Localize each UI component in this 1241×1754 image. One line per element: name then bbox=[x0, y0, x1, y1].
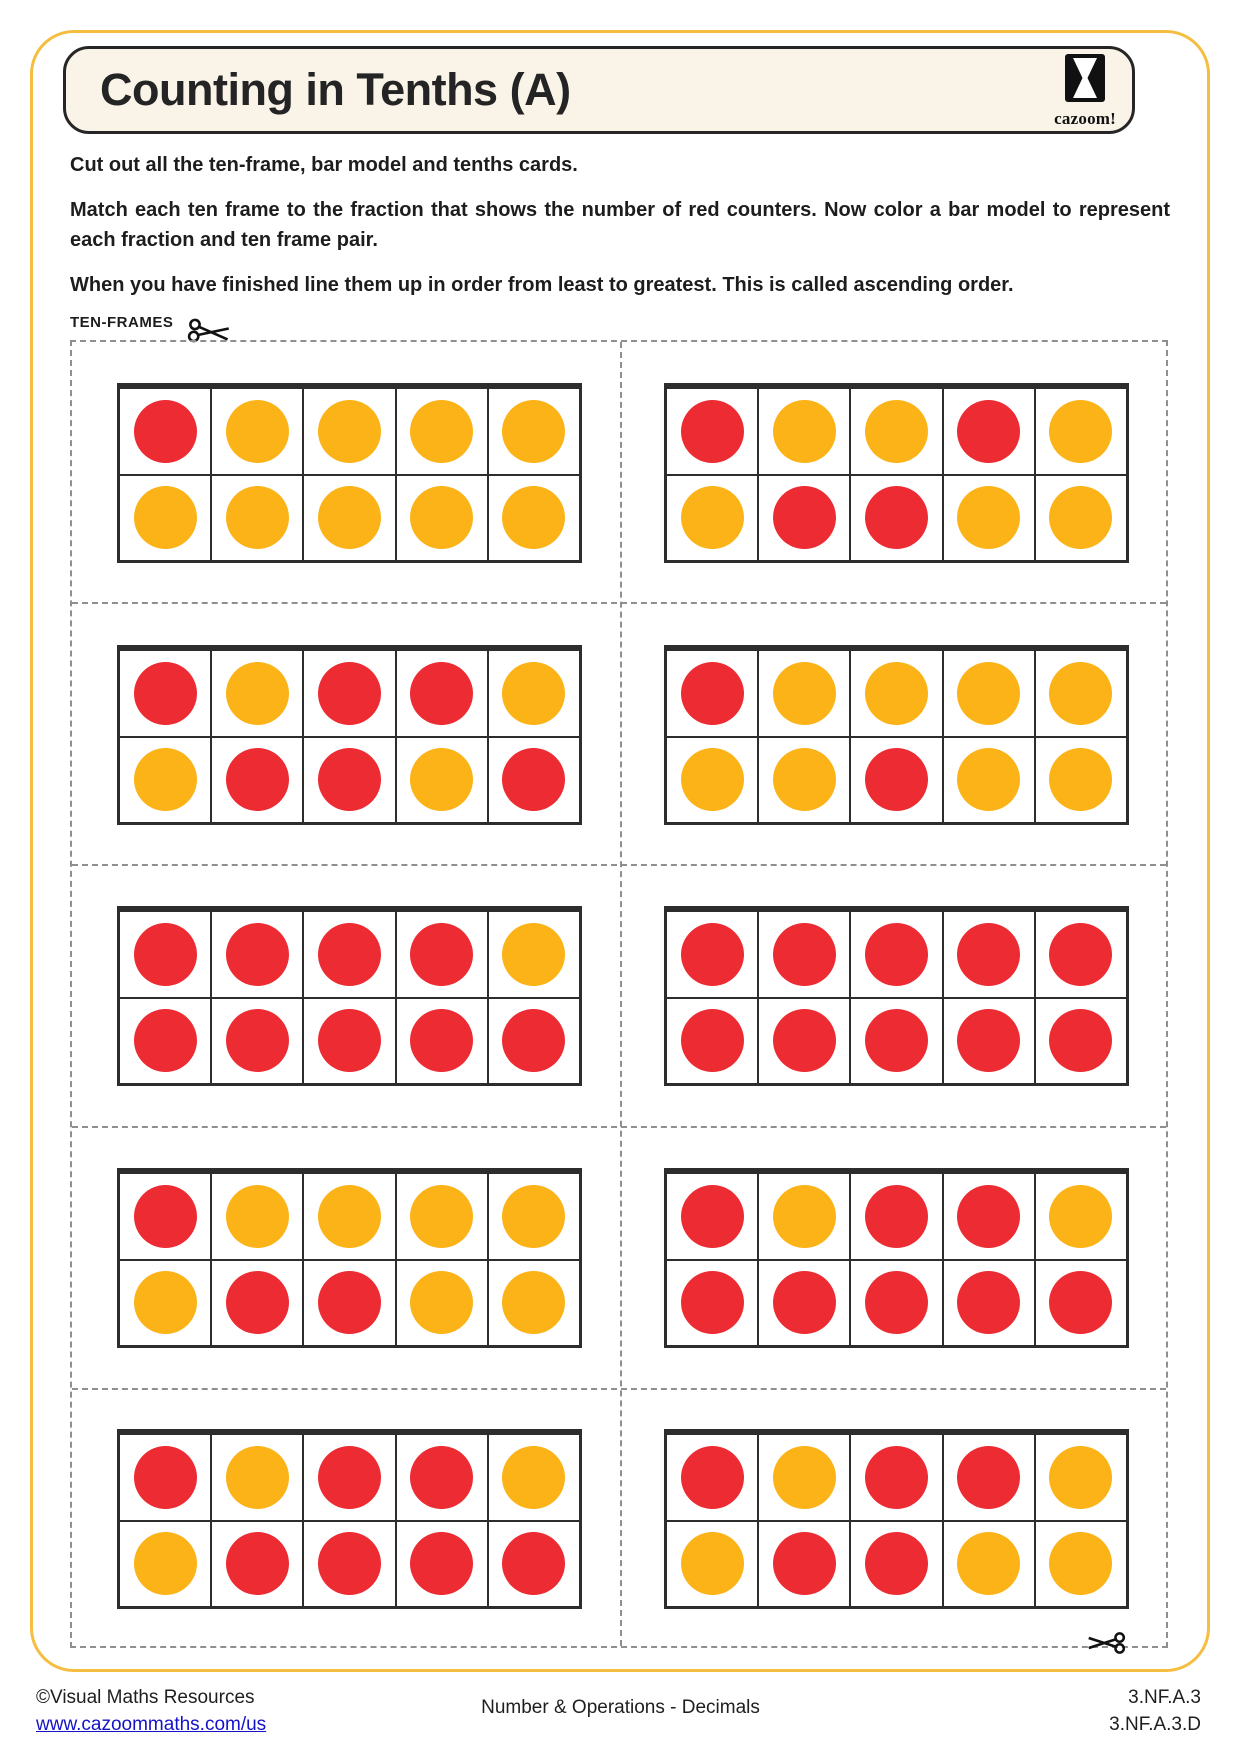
ten-frame-cell bbox=[119, 475, 211, 562]
counter-red bbox=[134, 1446, 197, 1509]
ten-frame-cell bbox=[396, 388, 488, 475]
ten-frame-cell bbox=[488, 475, 580, 562]
cut-line-horizontal bbox=[72, 1126, 1166, 1128]
ten-frame-cell bbox=[119, 388, 211, 475]
counter-yellow bbox=[502, 1446, 565, 1509]
ten-frame-cell bbox=[758, 1173, 850, 1260]
ten-frame-cell bbox=[1035, 1434, 1127, 1521]
ten-frame-cell bbox=[758, 1521, 850, 1608]
counter-yellow bbox=[1049, 400, 1112, 463]
counter-yellow bbox=[957, 1532, 1020, 1595]
counter-red bbox=[318, 1271, 381, 1334]
ten-frame-cell bbox=[666, 475, 758, 562]
counter-red bbox=[681, 400, 744, 463]
ten-frame-cell bbox=[758, 388, 850, 475]
ten-frame-cell bbox=[666, 1260, 758, 1347]
ten-frame-cell bbox=[943, 998, 1035, 1085]
counter-red bbox=[134, 662, 197, 725]
scissors-icon bbox=[1086, 1630, 1126, 1661]
counter-yellow bbox=[502, 400, 565, 463]
section-label: TEN-FRAMES bbox=[70, 314, 174, 331]
counter-red bbox=[865, 1446, 928, 1509]
ten-frame-cell bbox=[488, 1521, 580, 1608]
counter-red bbox=[773, 1532, 836, 1595]
ten-frame bbox=[117, 383, 582, 563]
counter-red bbox=[410, 1532, 473, 1595]
ten-frame-cell bbox=[396, 911, 488, 998]
counter-red bbox=[502, 1009, 565, 1072]
ten-frame-cell bbox=[850, 650, 942, 737]
counter-red bbox=[957, 400, 1020, 463]
ten-frame bbox=[664, 906, 1129, 1086]
ten-frame-cell bbox=[211, 388, 303, 475]
ten-frame-cell bbox=[488, 388, 580, 475]
ten-frame-cell bbox=[943, 1521, 1035, 1608]
ten-frame-cell bbox=[119, 998, 211, 1085]
counter-yellow bbox=[502, 923, 565, 986]
counter-yellow bbox=[410, 748, 473, 811]
ten-frame bbox=[117, 1168, 582, 1348]
counter-red bbox=[134, 923, 197, 986]
counter-red bbox=[957, 923, 1020, 986]
page-title: Counting in Tenths (A) bbox=[100, 64, 571, 115]
counter-yellow bbox=[957, 662, 1020, 725]
ten-frame-cell bbox=[850, 911, 942, 998]
ten-frame-cell bbox=[488, 998, 580, 1085]
counter-yellow bbox=[957, 486, 1020, 549]
counter-red bbox=[681, 1185, 744, 1248]
ten-frame-cell bbox=[943, 475, 1035, 562]
counter-red bbox=[410, 662, 473, 725]
ten-frame-cell bbox=[488, 1434, 580, 1521]
counter-yellow bbox=[1049, 1532, 1112, 1595]
ten-frame-cell bbox=[758, 650, 850, 737]
counter-red bbox=[681, 662, 744, 725]
ten-frame-cell bbox=[211, 1521, 303, 1608]
ten-frame-cell bbox=[303, 650, 395, 737]
ten-frame-cell bbox=[758, 911, 850, 998]
counter-yellow bbox=[1049, 486, 1112, 549]
ten-frame-cell bbox=[1035, 1260, 1127, 1347]
cut-line-vertical bbox=[620, 342, 622, 1646]
ten-frame-cell bbox=[943, 650, 1035, 737]
ten-frame-cell bbox=[758, 1260, 850, 1347]
ten-frame-cell bbox=[666, 737, 758, 824]
counter-red bbox=[134, 400, 197, 463]
counter-yellow bbox=[502, 486, 565, 549]
standard-code: 3.NF.A.3.D bbox=[1109, 1714, 1201, 1735]
header bbox=[63, 46, 1135, 134]
counter-yellow bbox=[318, 1185, 381, 1248]
ten-frames-cut-area bbox=[70, 340, 1168, 1648]
counter-yellow bbox=[1049, 748, 1112, 811]
counter-red bbox=[865, 748, 928, 811]
counter-yellow bbox=[681, 486, 744, 549]
ten-frame-cell bbox=[488, 1173, 580, 1260]
counter-yellow bbox=[318, 400, 381, 463]
ten-frame-cell bbox=[666, 650, 758, 737]
ten-frame-cell bbox=[119, 1173, 211, 1260]
counter-yellow bbox=[502, 1271, 565, 1334]
counter-yellow bbox=[773, 748, 836, 811]
counter-red bbox=[681, 1446, 744, 1509]
counter-yellow bbox=[502, 662, 565, 725]
cazoom-logo bbox=[1054, 51, 1116, 129]
counter-yellow bbox=[681, 748, 744, 811]
counter-red bbox=[773, 923, 836, 986]
counter-red bbox=[502, 1532, 565, 1595]
ten-frame-cell bbox=[488, 911, 580, 998]
ten-frame bbox=[664, 1429, 1129, 1609]
counter-red bbox=[318, 662, 381, 725]
ten-frame-cell bbox=[943, 388, 1035, 475]
counter-red bbox=[773, 486, 836, 549]
cut-line-horizontal bbox=[72, 864, 1166, 866]
counter-red bbox=[318, 1009, 381, 1072]
cut-line-horizontal bbox=[72, 602, 1166, 604]
ten-frame-cell bbox=[303, 998, 395, 1085]
ten-frame-cell bbox=[666, 1521, 758, 1608]
ten-frame-cell bbox=[488, 650, 580, 737]
ten-frame-cell bbox=[119, 650, 211, 737]
counter-red bbox=[226, 923, 289, 986]
ten-frame-cell bbox=[1035, 737, 1127, 824]
instructions bbox=[70, 150, 1170, 315]
instruction-line: Cut out all the ten-frame, bar model and tenths cards. bbox=[70, 154, 578, 176]
counter-red bbox=[226, 1271, 289, 1334]
counter-yellow bbox=[773, 1185, 836, 1248]
ten-frame-cell bbox=[850, 388, 942, 475]
ten-frame-cell bbox=[758, 1434, 850, 1521]
instruction-line: When you have finished line them up in order from least to greatest. This is called ascending order. bbox=[70, 274, 1014, 296]
copyright-text: ©Visual Maths Resources bbox=[36, 1687, 255, 1708]
ten-frame-cell bbox=[396, 475, 488, 562]
ten-frame-cell bbox=[943, 1173, 1035, 1260]
counter-yellow bbox=[773, 400, 836, 463]
ten-frame-cell bbox=[119, 1521, 211, 1608]
ten-frame-cell bbox=[303, 388, 395, 475]
ten-frame-cell bbox=[211, 737, 303, 824]
counter-yellow bbox=[226, 1185, 289, 1248]
counter-red bbox=[865, 1532, 928, 1595]
counter-red bbox=[957, 1185, 1020, 1248]
ten-frame-cell bbox=[666, 1173, 758, 1260]
ten-frame-cell bbox=[303, 1260, 395, 1347]
counter-yellow bbox=[318, 486, 381, 549]
ten-frame-cell bbox=[303, 1173, 395, 1260]
counter-yellow bbox=[226, 486, 289, 549]
ten-frame bbox=[117, 1429, 582, 1609]
ten-frame-cell bbox=[1035, 998, 1127, 1085]
ten-frame-cell bbox=[211, 475, 303, 562]
ten-frame-cell bbox=[211, 911, 303, 998]
ten-frame-cell bbox=[211, 1260, 303, 1347]
counter-red bbox=[1049, 1271, 1112, 1334]
counter-red bbox=[865, 1185, 928, 1248]
instruction-line: Match each ten frame to the fraction that shows the number of red counters. Now color a bar model to represent each fraction and ten frame pair. bbox=[70, 199, 1170, 251]
ten-frame-cell bbox=[303, 1434, 395, 1521]
counter-red bbox=[957, 1009, 1020, 1072]
counter-red bbox=[410, 923, 473, 986]
counter-yellow bbox=[226, 400, 289, 463]
counter-yellow bbox=[134, 486, 197, 549]
counter-red bbox=[134, 1185, 197, 1248]
ten-frame-cell bbox=[396, 1521, 488, 1608]
ten-frame-cell bbox=[303, 1521, 395, 1608]
counter-red bbox=[865, 1009, 928, 1072]
ten-frame-cell bbox=[396, 650, 488, 737]
counter-red bbox=[773, 1271, 836, 1334]
counter-red bbox=[318, 1446, 381, 1509]
counter-red bbox=[318, 923, 381, 986]
counter-red bbox=[226, 1009, 289, 1072]
counter-red bbox=[681, 1009, 744, 1072]
ten-frame bbox=[117, 645, 582, 825]
ten-frame-cell bbox=[303, 911, 395, 998]
ten-frame-cell bbox=[211, 998, 303, 1085]
counter-yellow bbox=[410, 400, 473, 463]
counter-red bbox=[957, 1446, 1020, 1509]
counter-yellow bbox=[410, 1185, 473, 1248]
ten-frame-cell bbox=[1035, 475, 1127, 562]
counter-yellow bbox=[134, 748, 197, 811]
counter-red bbox=[502, 748, 565, 811]
counter-yellow bbox=[1049, 662, 1112, 725]
ten-frame bbox=[664, 1168, 1129, 1348]
counter-yellow bbox=[226, 662, 289, 725]
counter-yellow bbox=[865, 400, 928, 463]
footer-topic: Number & Operations - Decimals bbox=[481, 1697, 760, 1718]
ten-frame-cell bbox=[850, 1434, 942, 1521]
counter-yellow bbox=[681, 1532, 744, 1595]
ten-frame-cell bbox=[666, 998, 758, 1085]
counter-red bbox=[773, 1009, 836, 1072]
ten-frame-cell bbox=[488, 1260, 580, 1347]
counter-yellow bbox=[134, 1532, 197, 1595]
counter-red bbox=[226, 748, 289, 811]
counter-yellow bbox=[410, 1271, 473, 1334]
counter-red bbox=[226, 1532, 289, 1595]
counter-red bbox=[1049, 923, 1112, 986]
counter-red bbox=[318, 1532, 381, 1595]
ten-frame-cell bbox=[303, 475, 395, 562]
ten-frame-cell bbox=[850, 1521, 942, 1608]
counter-red bbox=[134, 1009, 197, 1072]
counter-red bbox=[681, 923, 744, 986]
ten-frame-cell bbox=[850, 475, 942, 562]
ten-frame-cell bbox=[396, 998, 488, 1085]
ten-frame-cell bbox=[488, 737, 580, 824]
cazoom-link[interactable]: www.cazoommaths.com/us bbox=[36, 1714, 267, 1735]
counter-yellow bbox=[773, 1446, 836, 1509]
counter-red bbox=[865, 923, 928, 986]
ten-frame-cell bbox=[666, 388, 758, 475]
ten-frame-cell bbox=[396, 1260, 488, 1347]
ten-frame-cell bbox=[1035, 1173, 1127, 1260]
counter-yellow bbox=[410, 486, 473, 549]
ten-frame-cell bbox=[1035, 911, 1127, 998]
standard-code: 3.NF.A.3 bbox=[1128, 1687, 1201, 1708]
ten-frame-cell bbox=[758, 737, 850, 824]
ten-frame-cell bbox=[396, 737, 488, 824]
ten-frame-cell bbox=[850, 1260, 942, 1347]
ten-frame-cell bbox=[666, 911, 758, 998]
ten-frame-cell bbox=[758, 475, 850, 562]
ten-frame-cell bbox=[303, 737, 395, 824]
cazoom-logo-text: cazoom! bbox=[1054, 109, 1116, 128]
counter-red bbox=[410, 1009, 473, 1072]
counter-red bbox=[957, 1271, 1020, 1334]
ten-frame-cell bbox=[119, 737, 211, 824]
cut-line-horizontal bbox=[72, 1388, 1166, 1390]
counter-red bbox=[410, 1446, 473, 1509]
ten-frame-cell bbox=[1035, 650, 1127, 737]
counter-yellow bbox=[957, 748, 1020, 811]
counter-yellow bbox=[1049, 1446, 1112, 1509]
counter-yellow bbox=[865, 662, 928, 725]
ten-frame bbox=[664, 383, 1129, 563]
ten-frame-cell bbox=[758, 998, 850, 1085]
ten-frame bbox=[664, 645, 1129, 825]
counter-yellow bbox=[1049, 1185, 1112, 1248]
counter-yellow bbox=[773, 662, 836, 725]
ten-frame-cell bbox=[1035, 388, 1127, 475]
counter-yellow bbox=[226, 1446, 289, 1509]
ten-frame-cell bbox=[211, 650, 303, 737]
ten-frame-cell bbox=[211, 1434, 303, 1521]
counter-red bbox=[318, 748, 381, 811]
ten-frame bbox=[117, 906, 582, 1086]
ten-frame-cell bbox=[943, 1434, 1035, 1521]
counter-yellow bbox=[502, 1185, 565, 1248]
footer-standards bbox=[1109, 1684, 1201, 1738]
ten-frame-cell bbox=[850, 998, 942, 1085]
ten-frame-cell bbox=[396, 1434, 488, 1521]
ten-frame-cell bbox=[119, 911, 211, 998]
ten-frame-cell bbox=[943, 911, 1035, 998]
counter-red bbox=[1049, 1009, 1112, 1072]
cazoom-logo-icon bbox=[1064, 53, 1106, 108]
ten-frame-cell bbox=[666, 1434, 758, 1521]
ten-frame-cell bbox=[850, 737, 942, 824]
ten-frame-cell bbox=[1035, 1521, 1127, 1608]
ten-frame-cell bbox=[396, 1173, 488, 1260]
counter-red bbox=[865, 1271, 928, 1334]
ten-frame-cell bbox=[119, 1260, 211, 1347]
ten-frame-cell bbox=[943, 1260, 1035, 1347]
ten-frame-cell bbox=[850, 1173, 942, 1260]
ten-frame-cell bbox=[211, 1173, 303, 1260]
counter-red bbox=[865, 486, 928, 549]
ten-frame-cell bbox=[119, 1434, 211, 1521]
counter-red bbox=[681, 1271, 744, 1334]
counter-yellow bbox=[134, 1271, 197, 1334]
ten-frame-cell bbox=[943, 737, 1035, 824]
